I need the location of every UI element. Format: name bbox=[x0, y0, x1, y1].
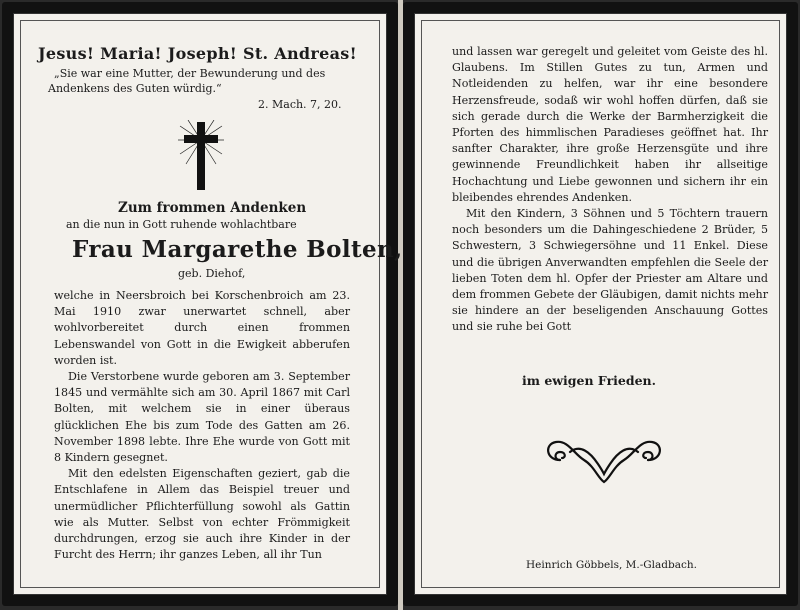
paragraph: Mit den Kindern, 3 Söhnen und 5 Töchtern trauern noch besonders um die Dahingeschiedene 2 Brüder, 5 Schwestern, 3 Schwiegersöhne und 11 Enkel. Diese und die übrigen Anverwandten empfehlen die Seele der lieben Toten dem hl. Opfer der Priester am Altare und dem frommen Gebete der Gläubigen, damit nichts mehr sie hindere an der beseligenden Anschauung Gottes und sie ruhe bei Gott bbox=[452, 207, 768, 334]
closing-line: im ewigen Frieden. bbox=[522, 373, 656, 388]
paragraph: und lassen war geregelt und geleitet vom Geiste des hl. Glaubens. Im Stillen Gutes zu tun, Armen und Notleidenden zu helfen, war ihr eine besondere Herzensfreude, sodaß wir wohl hoffen dürfen, daß sie sich gerade durch die Werke der Barmherzigkeit die Pforten des himmlischen Paradieses geöffnet hat. Ihr sanfter Charakter, ihre große Herzensgüte und ihre gewinnende Freundlichkeit haben ihr allseitige Hochachtung und Liebe gewonnen und sichern ihr ein bleibendes ehrendes Andenken. bbox=[452, 45, 768, 204]
ornament-icon bbox=[540, 430, 668, 490]
quote: „Sie war eine Mutter, der Bewunderung und des Andenkens des Guten würdig.“ bbox=[48, 67, 326, 95]
paragraph: Mit den edelsten Eigenschaften geziert, gab die Entschlafene in Allem das Beispiel treuer und unermüdlicher Pflichterfüllung sowohl als Gattin wie als Mutter. Selbst von echter Frömmigkeit durchdrungen, erzog sie auch ihre Kinder in der Furcht des Herrn; ihr ganzes Leben, all ihr Tun bbox=[54, 467, 350, 562]
quote-reference: 2. Mach. 7, 20. bbox=[258, 98, 342, 111]
paragraph: Die Verstorbene wurde geboren am 3. September 1845 und vermählte sich am 30. April 1867 mit Carl Bolten, mit welchem sie in einer überaus glücklichen Ehe bis zum Tode des Gatten am 26. November 1898 lebte. Ihre Ehe wurde von Gott mit 8 Kindern gesegnet. bbox=[54, 370, 350, 465]
deceased-name: Frau Margarethe Bolten, bbox=[72, 236, 403, 263]
memorial-title: Zum frommen Andenken bbox=[118, 200, 307, 216]
cross-icon bbox=[178, 120, 224, 192]
birth-name: geb. Diehof, bbox=[178, 267, 246, 280]
heading: Jesus! Maria! Joseph! St. Andreas! bbox=[38, 44, 357, 63]
memorial-subtitle: an die nun in Gott ruhende wohlachtbare bbox=[66, 218, 297, 231]
printer-credit: Heinrich Göbbels, M.-Gladbach. bbox=[526, 559, 697, 571]
paragraph: welche in Neersbroich bei Korschenbroich am 23. Mai 1910 zwar unerwartet schnell, aber wohlvorbereitet durch einen frommen Lebenswandel von Gott in die Ewigkeit abberufen worden ist. bbox=[54, 289, 350, 367]
right-body-text bbox=[452, 44, 768, 336]
left-body-text bbox=[54, 288, 350, 563]
